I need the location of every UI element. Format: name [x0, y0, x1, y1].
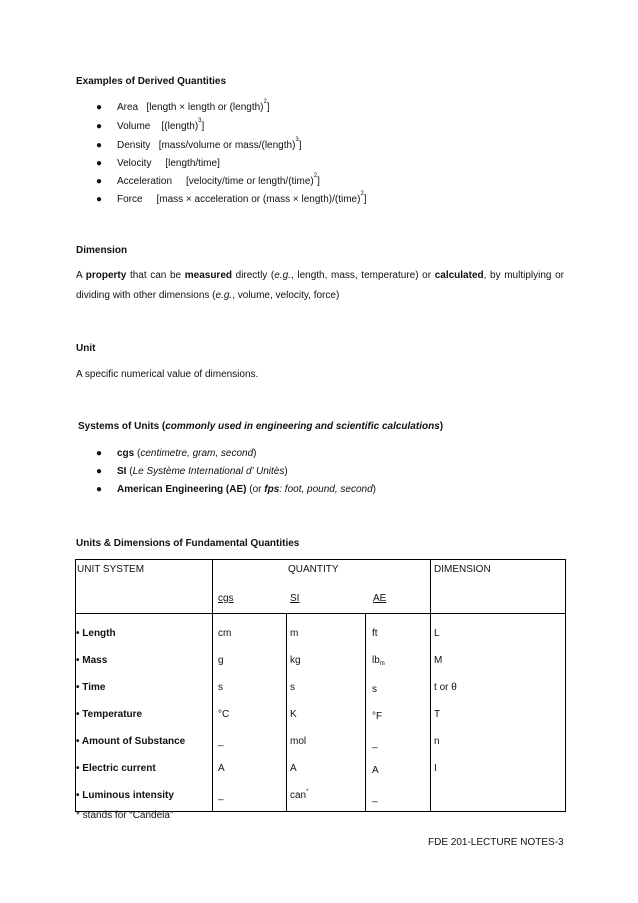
bullet-icon: ●: [96, 102, 103, 113]
bullet-icon: ●: [96, 466, 103, 477]
dimension-column: L M t or θ T n I: [431, 614, 566, 812]
si-column: m kg s K mol A can*: [287, 614, 366, 812]
bullet-icon: ●: [96, 176, 103, 187]
table-row: • Amount of Substance: [76, 736, 186, 747]
list-item: Volume [(length)$^3$]: [117, 118, 205, 132]
table-row: • Mass: [76, 655, 108, 666]
header-si: SI: [290, 593, 300, 604]
table-row: • Length: [76, 628, 116, 639]
bullet-icon: ●: [96, 158, 103, 169]
list-item: Density [mass/volume or mass/(length)$^3$]: [117, 137, 302, 151]
list-item: Force [mass × acceleration or (mass × length)/(time)$^2$]: [117, 191, 367, 205]
dimension-heading: Dimension: [76, 245, 128, 256]
header-dimension: DIMENSION: [431, 560, 566, 614]
header-quantity: QUANTITY: [288, 564, 339, 575]
table-row: • Electric current: [76, 763, 156, 774]
ae-column: ft $lb_m$ s °F _ A _: [366, 614, 431, 812]
table-row: • Temperature: [76, 709, 143, 720]
list-item: Area [length × length or (length)$^2$]: [117, 99, 270, 113]
header-cgs: cgs: [218, 593, 234, 604]
list-item: Velocity [length/time]: [117, 158, 220, 169]
header-ae: AE: [373, 593, 387, 604]
header-unit-system: UNIT SYSTEM: [76, 560, 213, 614]
page-footer: FDE 201-LECTURE NOTES-3: [428, 837, 564, 848]
list-item: SI (Le Système International d’ Unitès): [117, 466, 288, 477]
list-item: cgs (centimetre, gram, second): [117, 448, 257, 459]
bullet-icon: ●: [96, 140, 103, 151]
unit-text: A specific numerical value of dimensions.: [76, 369, 259, 380]
footnote: * stands for “Candela”: [76, 810, 174, 821]
bullet-icon: ●: [96, 194, 103, 205]
table-heading: Units & Dimensions of Fundamental Quantities: [76, 538, 300, 549]
quantity-name-column: [76, 614, 213, 812]
bullet-icon: ●: [96, 484, 103, 495]
list-item: American Engineering (AE) (or fps: foot, pound, second): [117, 484, 376, 495]
systems-heading: Systems of Units (commonly used in engineering and scientific calculations): [78, 421, 444, 432]
bullet-icon: ●: [96, 121, 103, 132]
cgs-column: cm g s °C _ A _: [213, 614, 287, 812]
derived-heading: Examples of Derived Quantities: [76, 76, 227, 87]
table-row: • Luminous intensity: [76, 790, 174, 801]
dimension-paragraph: A property that can be measured directly (e.g., length, mass, temperature) or calculated, by multiplying or dividing with other dimensions (e.g., volume, velocity, force): [76, 270, 564, 301]
unit-heading: Unit: [76, 343, 96, 354]
units-table: [75, 559, 566, 812]
header-quantity-group: [213, 560, 431, 614]
bullet-icon: ●: [96, 448, 103, 459]
list-item: Acceleration [velocity/time or length/(time)$^2$]: [117, 173, 320, 187]
table-row: • Time: [76, 682, 106, 693]
